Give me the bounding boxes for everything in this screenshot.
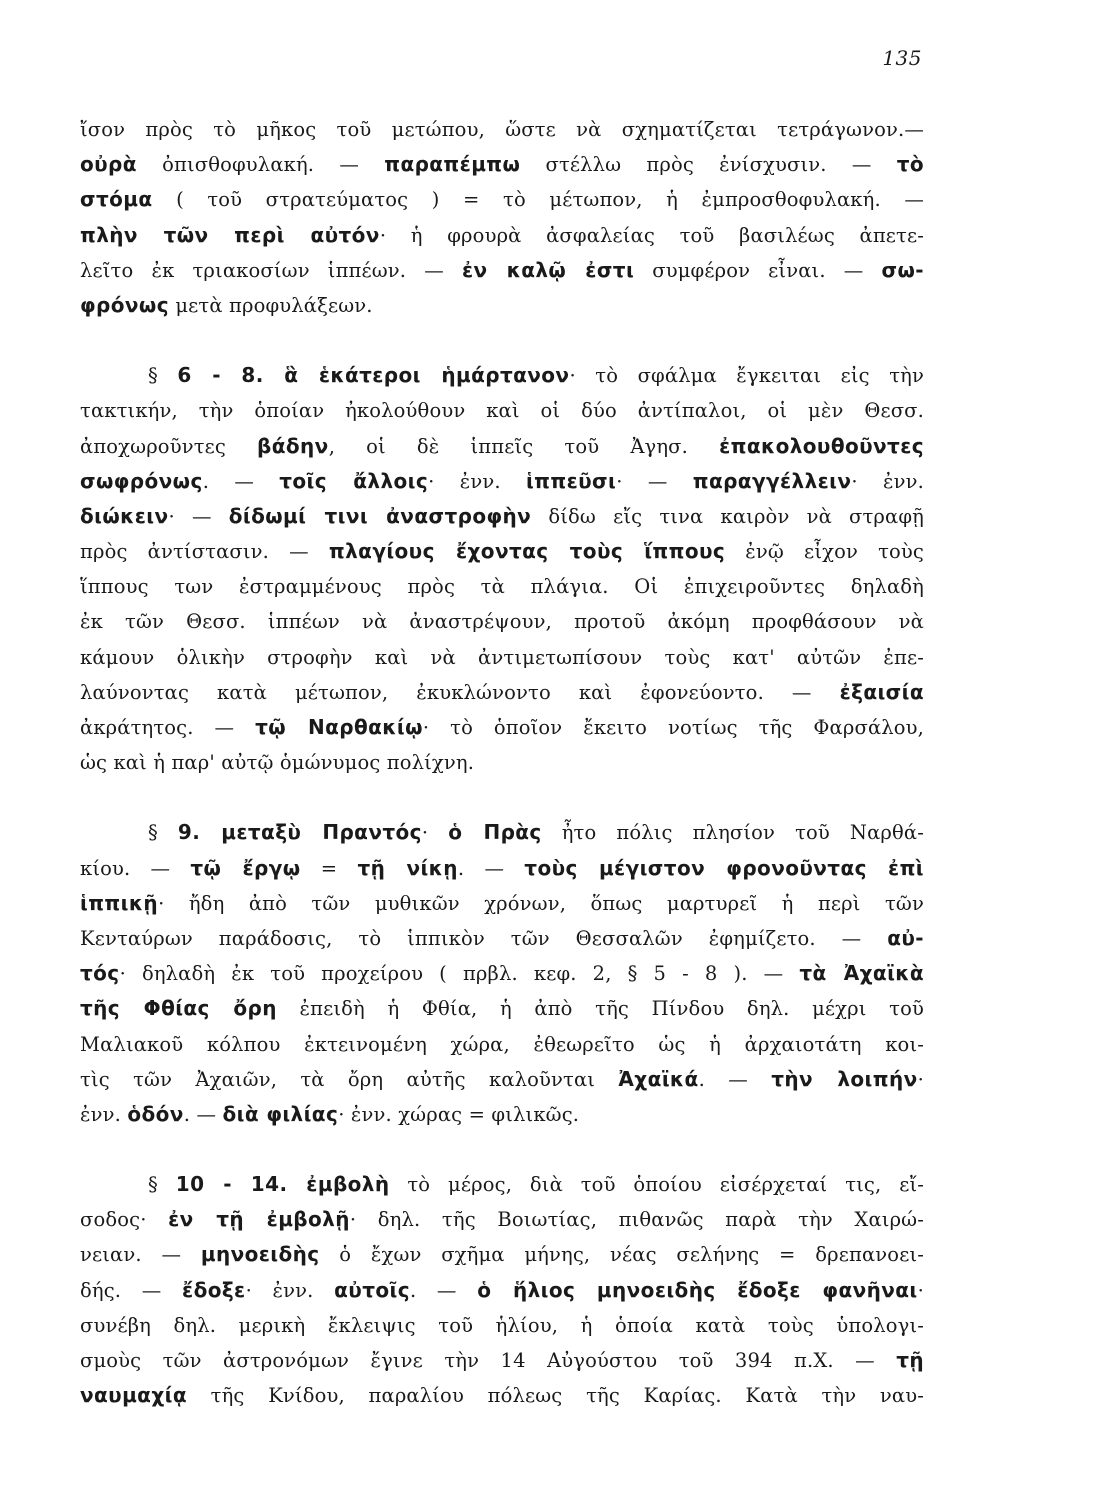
text-run: ( τοῦ στρατεύματος ) = τὸ μέτωπον, ἡ ἐμπροσθοφυλακή. — [152, 188, 924, 212]
text-run: συνέβη δηλ. μερικὴ ἔκλειψις τοῦ ἡλίου, ἡ ὁποία κατὰ τοὺς ὑπολογι- [80, 1313, 924, 1337]
text-line [80, 1273, 924, 1308]
text-run: ἐνῷ εἶχον τοὺς [725, 540, 924, 564]
text-run: σοδος· [80, 1208, 169, 1232]
bold-term: αὐτοῖς [334, 1277, 410, 1302]
text-line [80, 429, 924, 464]
text-run: § [148, 821, 178, 845]
paragraph [80, 815, 924, 1132]
text-run: · τὸ σφάλμα ἔγκειται εἰς τὴν [569, 364, 924, 388]
page-number: 135 [882, 46, 922, 70]
bold-term: πλαγίους ἔχοντας τοὺς ἵππους [328, 539, 726, 564]
text-run: τακτικήν, τὴν ὁποίαν ἠκολούθουν καὶ οἱ δύο ἀντίπαλοι, οἱ μὲν Θεσσ. [80, 399, 924, 423]
text-run: · ἐνν. [428, 469, 526, 493]
text-run: · ἡ φρουρὰ ἀσφαλείας τοῦ βασιλέως ἀπετε- [379, 223, 924, 247]
text-run: ἐνν. [80, 1102, 128, 1126]
text-run: · [917, 1278, 924, 1302]
text-run: Κενταύρων παράδοσις, τὸ ἱππικὸν τῶν Θεσσαλῶν ἐφημίζετο. — [80, 926, 888, 950]
bold-term: τὸ [896, 152, 924, 177]
bold-term: τὴν λοιπήν [771, 1066, 918, 1091]
text-run: μετὰ προφυλάξεων. [168, 293, 373, 317]
text-line [80, 991, 924, 1026]
bold-term: ἐν καλῷ ἐστι [461, 257, 635, 282]
text-run: ἦτο πόλις πλησίον τοῦ Ναρθά- [541, 821, 924, 845]
bold-term: τός [80, 961, 120, 986]
text-line [80, 1062, 924, 1097]
bold-term: σω- [881, 257, 924, 282]
text-run: τῆς Κνίδου, παραλίου πόλεως τῆς Καρίας. Κατὰ τὴν ναυ- [186, 1384, 924, 1408]
text-line [80, 112, 924, 147]
bold-term: σωφρόνως [80, 468, 203, 493]
bold-term: τῷ Ναρθακίῳ [255, 715, 423, 739]
bold-term: ἐξαισία [839, 679, 924, 704]
text-run: · [917, 1067, 924, 1091]
bold-term: τῇ νίκῃ [357, 855, 458, 880]
text-line [80, 534, 924, 569]
bold-term: τὰ Ἀχαϊκὰ [799, 961, 924, 986]
bold-term: ναυμαχίᾳ [80, 1383, 187, 1408]
text-run: . — [409, 1278, 478, 1302]
text-run: · — [616, 469, 693, 493]
text-line [80, 1097, 924, 1132]
text-line [80, 1167, 924, 1202]
text-line [80, 956, 924, 991]
text-run: Μαλιακοῦ κόλπου ἐκτεινομένη χώρα, ἐθεωρεῖτο ὡς ἡ ἀρχαιοτάτη κοι- [80, 1032, 924, 1056]
text-run: δής. — [80, 1278, 183, 1302]
text-run: . — [202, 469, 280, 493]
text-run: ὀπισθοφυλακή. — [136, 153, 385, 177]
text-run: · δηλαδὴ ἐκ τοῦ προχείρου ( πρβλ. κεφ. 2, § 5 - 8 ). — [119, 962, 800, 986]
text-run: κάμουν ὁλικὴν στροφὴν καὶ νὰ ἀντιμετωπίσουν τοὺς κατ' αὐτῶν ἐπε- [80, 645, 924, 669]
text-line [80, 569, 924, 604]
text-line [80, 745, 924, 780]
text-line [80, 1237, 924, 1272]
text-paragraphs [80, 112, 924, 1413]
text-run: § [148, 364, 178, 388]
text-line [80, 393, 924, 428]
text-run: δίδω εἴς τινα καιρὸν νὰ στραφῇ [531, 504, 924, 528]
paragraph [80, 112, 924, 323]
text-run: . — [698, 1067, 772, 1091]
bold-term: τοῖς ἄλλοις [279, 468, 429, 493]
text-run: · ἐνν. [245, 1278, 335, 1302]
text-run: , οἱ δὲ ἱππεῖς τοῦ Ἀγησ. [328, 434, 720, 458]
text-line [80, 182, 924, 217]
text-run: συμφέρον εἶναι. — [634, 258, 882, 282]
text-line [80, 464, 924, 499]
text-run: § [148, 1173, 176, 1197]
bold-term: στόμα [80, 187, 153, 212]
bold-term: φρόνως [80, 292, 169, 317]
bold-term: Ἀχαϊκά [618, 1066, 699, 1091]
text-run: λεῖτο ἐκ τριακοσίων ἱππέων. — [80, 258, 462, 282]
bold-term: 10 - 14. ἐμβολὴ [175, 1172, 390, 1197]
bold-term: 9. μεταξὺ Πραντός [177, 820, 422, 845]
text-run: · ἐνν. χώρας = φιλικῶς. [338, 1102, 580, 1126]
text-line [80, 1308, 924, 1343]
text-run: . — [183, 1102, 223, 1126]
text-run: λαύνοντας κατὰ μέτωπον, ἐκυκλώνοντο καὶ ἐφονεύοντο. — [80, 680, 840, 704]
text-line [80, 1027, 924, 1062]
paragraph [80, 358, 924, 780]
bold-term: πλὴν τῶν περὶ αὐτόν [80, 222, 380, 247]
text-line [80, 1378, 924, 1413]
text-run: ἀποχωροῦντες [80, 434, 258, 458]
text-run: ὡς καὶ ἡ παρ' αὐτῷ ὁμώνυμος πολίχνη. [80, 751, 475, 775]
bold-term: τῇ [896, 1348, 924, 1372]
bold-term: ἱππικῇ [80, 890, 159, 915]
bold-term: ὁδόν [127, 1101, 184, 1126]
text-run: ἵππους των ἐστραμμένους πρὸς τὰ πλάγια. Οἱ ἐπιχειροῦντες δηλαδὴ [80, 575, 924, 599]
bold-term: ἱππεῦσι [525, 468, 617, 493]
text-run: · [421, 821, 449, 845]
bold-term: τοὺς μέγιστον φρονοῦντας ἐπὶ [524, 855, 924, 880]
bold-term: μηνοειδὴς [200, 1242, 320, 1267]
bold-term: τῷ ἔργῳ [190, 855, 301, 880]
text-line [80, 710, 924, 745]
bold-term: ἔδοξε [182, 1277, 246, 1302]
text-line [80, 358, 924, 393]
text-run: νειαν. — [80, 1243, 201, 1267]
bold-term: ὁ ἥλιος μηνοειδὴς ἔδοξε φανῆναι [477, 1277, 918, 1302]
text-line [80, 851, 924, 886]
text-run: στέλλω πρὸς ἐνίσχυσιν. — [520, 153, 897, 177]
text-line [80, 1202, 924, 1237]
bold-term: δίδωμί τινι ἀναστροφὴν [228, 503, 532, 528]
text-line [80, 675, 924, 710]
text-run: κίου. — [80, 856, 191, 880]
bold-term: βάδην [257, 433, 329, 458]
bold-term: αὐ- [887, 925, 924, 950]
bold-term: παραγγέλλειν [692, 468, 852, 493]
text-run: · ἐνν. [851, 469, 924, 493]
page-body [80, 112, 924, 1413]
text-run: τὸ μέρος, διὰ τοῦ ὁποίου εἰσέρχεταί τις, εἴ- [389, 1173, 924, 1197]
text-run: · ἤδη ἀπὸ τῶν μυθικῶν χρόνων, ὅπως μαρτυρεῖ ἡ περὶ τῶν [158, 891, 924, 915]
bold-term: διώκειν [80, 503, 169, 528]
text-run: = [300, 856, 358, 880]
text-run: . — [457, 856, 525, 880]
text-line [80, 288, 924, 323]
text-run: · δηλ. τῆς Βοιωτίας, πιθανῶς παρὰ τὴν Χαιρώ- [349, 1208, 924, 1232]
text-run: ὁ ἔχων σχῆμα μήνης, νέας σελήνης = δρεπανοει- [319, 1243, 924, 1267]
text-line [80, 253, 924, 288]
text-line [80, 1343, 924, 1378]
text-line [80, 218, 924, 253]
bold-term: τῆς Φθίας ὄρη [80, 996, 277, 1021]
text-run: ἐπειδὴ ἡ Φθία, ἡ ἀπὸ τῆς Πίνδου δηλ. μέχρι τοῦ [276, 997, 924, 1021]
text-line [80, 886, 924, 921]
text-run: ἐκ τῶν Θεσσ. ἱππέων νὰ ἀναστρέψουν, προτοῦ ἀκόμη προφθάσουν νὰ [80, 610, 924, 634]
bold-term: ἐν τῇ ἐμβολῇ [168, 1207, 350, 1232]
text-run: τὶς τῶν Ἀχαιῶν, τὰ ὄρη αὐτῆς καλοῦνται [80, 1067, 619, 1091]
text-line [80, 499, 924, 534]
bold-term: οὐρὰ [80, 152, 137, 177]
bold-term: διὰ φιλίας [222, 1101, 339, 1126]
paragraph [80, 1167, 924, 1413]
bold-term: ὁ Πρὰς [448, 820, 542, 845]
text-line [80, 815, 924, 850]
text-run: · — [168, 504, 229, 528]
text-run: ἀκράτητος. — [80, 716, 256, 739]
text-run: ἴσον πρὸς τὸ μῆκος τοῦ μετώπου, ὥστε νὰ σχηματίζεται τετράγωνον.— [80, 118, 924, 141]
text-line [80, 640, 924, 675]
text-line [80, 921, 924, 956]
text-run: πρὸς ἀντίστασιν. — [80, 540, 329, 564]
bold-term: ἐπακολουθοῦντες [719, 433, 924, 458]
text-run: σμοὺς τῶν ἀστρονόμων ἔγινε τὴν 14 Αὐγούστου τοῦ 394 π.Χ. — [80, 1349, 897, 1372]
bold-term: παραπέμπω [384, 152, 521, 177]
text-run: · τὸ ὁποῖον ἔκειτο νοτίως τῆς Φαρσάλου, [422, 716, 924, 739]
bold-term: 6 - 8. ἃ ἑκάτεροι ἡμάρτανον [177, 363, 570, 388]
text-line [80, 147, 924, 182]
text-line [80, 604, 924, 639]
